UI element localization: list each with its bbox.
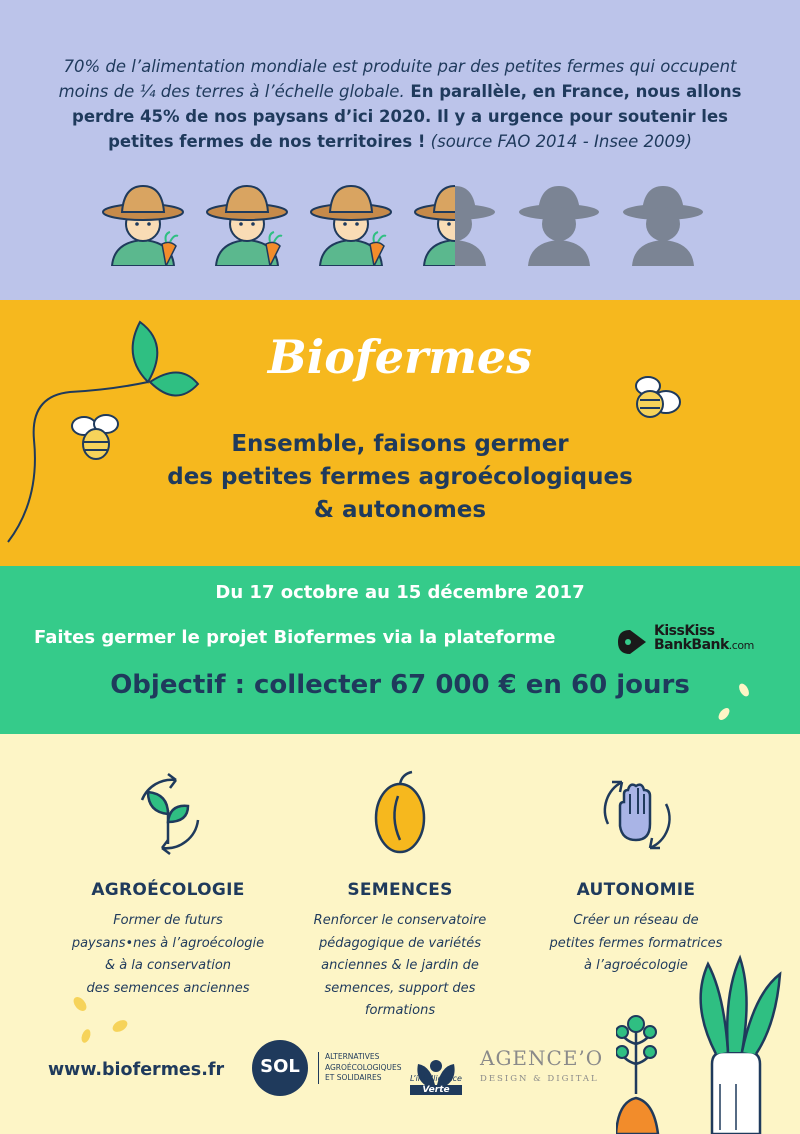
pillars-section <box>0 734 800 1134</box>
sol-line-2: AGROÉCOLOGIQUES <box>325 1062 402 1072</box>
intro-stat: 70% de l’alimentation mondiale est produite par des petites fermes qui occupent moins de ¼ des terres à l’échelle globale. <box>58 57 737 101</box>
biofermes-section <box>0 300 800 566</box>
pillar-2-line-2: pédagogique de variétés <box>318 935 482 951</box>
seeds-decoration-icon <box>64 990 144 1050</box>
agence-line-1: AGENCE’O <box>480 1046 604 1070</box>
pillar-3-title: AUTONOMIE <box>576 880 696 900</box>
farmer-icon <box>308 180 394 266</box>
intro-section <box>0 0 800 300</box>
tagline <box>80 428 720 527</box>
kk-line-2: BankBank <box>654 637 729 653</box>
pillar-2-text <box>280 910 520 1023</box>
pillar-2-line-3: anciennes & le jardin de <box>321 958 479 973</box>
pillar-2-title: SEMENCES <box>347 880 453 900</box>
seed-icon <box>350 764 450 864</box>
kk-suffix: .com <box>728 639 754 652</box>
pillar-1-title: AGROÉCOLOGIE <box>91 880 245 900</box>
pillar-1-line-4: des semences anciennes <box>86 980 250 996</box>
intro-urgency: En parallèle, en France, nous allons perdre 45% de nos paysans d’ici 2020. Il y a urgence pour soutenir les petites fermes de nos territoires ! <box>72 82 742 151</box>
hand-cycle-icon <box>586 764 686 864</box>
brand-title: Biofermes <box>267 330 533 384</box>
tagline-line-2: des petites fermes agroécologiques <box>167 464 633 490</box>
tagline-line-1: Ensemble, faisons germer <box>231 431 569 457</box>
iv-line-1: L’intelligence <box>410 1074 462 1083</box>
pillar-2-line-1: Renforcer le conservatoire <box>313 913 487 928</box>
campaign-goal: Objectif : collecter 67 000 € en 60 jours <box>110 670 690 700</box>
sol-logo-text: SOL <box>260 1056 300 1077</box>
campaign-section <box>0 566 800 734</box>
tagline-line-3: & autonomes <box>313 497 487 523</box>
farmer-icon <box>412 180 498 266</box>
seeds-icon <box>708 678 758 726</box>
campaign-dates: Du 17 octobre au 15 décembre 2017 <box>215 582 585 603</box>
kisskissbankbank-logo[interactable] <box>614 624 784 660</box>
agence-line-2: DESIGN & DIGITAL <box>480 1074 599 1084</box>
farmer-icon <box>516 180 602 266</box>
website-link[interactable]: www.biofermes.fr <box>48 1060 225 1080</box>
sol-logo <box>252 1040 308 1096</box>
pillar-3-line-2: petites fermes formatrices <box>549 935 723 951</box>
platform-text: Faites germer le projet Biofermes via la plateforme <box>34 627 556 648</box>
carrot-leek-icon <box>616 944 800 1134</box>
pillar-3-line-3: à l’agroécologie <box>584 958 688 973</box>
kk-line-1: KissKiss <box>654 623 715 639</box>
pillar-2-line-4: semences, support des <box>324 980 476 996</box>
pillar-agroecologie <box>48 764 288 1000</box>
pillar-2-line-5: formations <box>364 1003 436 1018</box>
sprout-cycle-icon <box>118 764 218 864</box>
sol-line-3: ET SOLIDAIRES <box>325 1073 382 1082</box>
pillar-semences <box>280 764 520 1023</box>
pillar-1-line-1: Former de futurs <box>113 913 223 928</box>
agence-o-logo <box>480 1046 610 1084</box>
kisskiss-mark-icon <box>614 628 650 656</box>
sol-tagline <box>318 1052 402 1084</box>
pillar-1-line-3: & à la conservation <box>104 958 232 973</box>
pillar-3-line-1: Créer un réseau de <box>573 913 699 928</box>
intro-source: (source FAO 2014 - Insee 2009) <box>425 132 692 151</box>
farmer-icon <box>100 180 186 266</box>
intro-text <box>40 54 760 154</box>
sol-line-1: ALTERNATIVES <box>325 1052 380 1061</box>
pillar-1-line-2: paysans•nes à l’agroécologie <box>71 935 265 951</box>
farmer-icon <box>204 180 290 266</box>
farmer-icon <box>620 180 706 266</box>
pillar-1-text <box>48 910 288 1000</box>
farmers-row <box>100 180 720 270</box>
iv-line-2: Verte <box>410 1085 462 1095</box>
